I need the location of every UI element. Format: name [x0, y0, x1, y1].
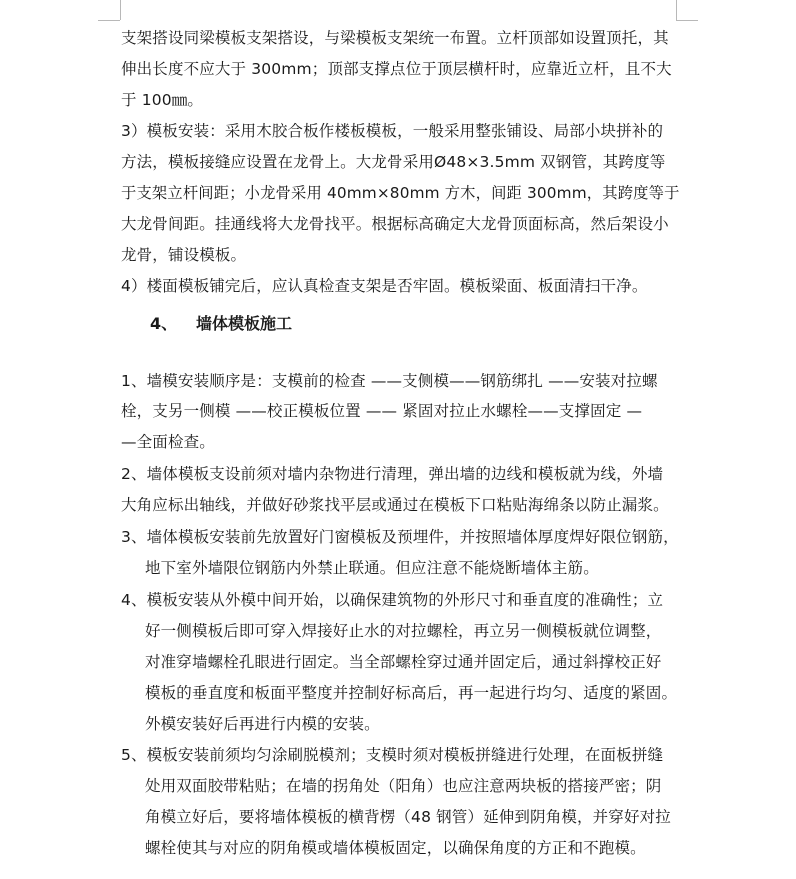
- paragraph-line: 4）楼面模板铺完后，应认真检查支架是否牢固。模板梁面、板面清扫干净。: [121, 277, 648, 295]
- paragraph-line: 方法，模板接缝应设置在龙骨上。大龙骨采用Ø48×3.5mm 双钢管，其跨度等: [121, 153, 666, 171]
- paragraph-line: 1、墙模安装顺序是：支模前的检查 ——支侧模——钢筋绑扎 ——安装对拉螺: [121, 372, 658, 390]
- page-corner-mark-top-left: [120, 0, 121, 20]
- paragraph-line: —全面检查。: [121, 433, 215, 451]
- paragraph-line: 大角应标出轴线，并做好砂浆找平层或通过在模板下口粘贴海绵条以防止漏浆。: [121, 496, 669, 514]
- paragraph-line: 3、墙体模板安装前先放置好门窗模板及预埋件，并按照墙体厚度焊好限位钢筋，: [121, 528, 679, 546]
- page-corner-mark-top-right-horizontal: [676, 20, 698, 21]
- paragraph-line: 好一侧模板后即可穿入焊接好止水的对拉螺栓，再立另一侧模板就位调整，: [145, 622, 662, 640]
- paragraph-line: 外模安装好后再进行内模的安装。: [145, 715, 380, 733]
- paragraph-line: 伸出长度不应大于 300mm；顶部支撑点位于顶层横杆时，应靠近立杆，且不大: [121, 60, 672, 78]
- paragraph-line: 角模立好后，要将墙体模板的横背楞（48 钢管）延伸到阴角模，并穿好对拉: [145, 808, 671, 826]
- paragraph-line: 对准穿墙螺栓孔眼进行固定。当全部螺栓穿过通并固定后，通过斜撑校正好: [145, 653, 662, 671]
- paragraph-line: 2、墙体模板支设前须对墙内杂物进行清理，弹出墙的边线和模板就为线，外墙: [121, 465, 664, 483]
- paragraph-line: 4、模板安装从外模中间开始，以确保建筑物的外形尺寸和垂直度的准确性；立: [121, 591, 664, 609]
- paragraph-line: 支架搭设同梁模板支架搭设，与梁模板支架统一布置。立杆顶部如设置顶托，其: [121, 29, 669, 47]
- paragraph-line: 3）模板安装：采用木胶合板作楼板模板，一般采用整张铺设、局部小块拼补的: [121, 122, 664, 140]
- section-heading-title: 墙体模板施工: [196, 314, 293, 333]
- paragraph-line: 于 100㎜。: [121, 91, 204, 109]
- paragraph-line: 5、模板安装前须均匀涂刷脱模剂；支模时须对模板拼缝进行处理，在面板拼缝: [121, 746, 664, 764]
- page-corner-mark-top-right: [676, 0, 677, 20]
- section-heading-number: 4、: [150, 314, 178, 333]
- section-heading: [150, 313, 292, 335]
- paragraph-line: 栓，支另一侧模 ——校正模板位置 —— 紧固对拉止水螺栓——支撑固定 —: [121, 402, 643, 420]
- page-corner-mark-top-left-horizontal: [98, 20, 120, 21]
- paragraph-line: 螺栓使其与对应的阴角模或墙体模板固定，以确保角度的方正和不跑模。: [145, 839, 646, 857]
- paragraph-line: 大龙骨间距。挂通线将大龙骨找平。根据标高确定大龙骨顶面标高，然后架设小: [121, 215, 669, 233]
- paragraph-line: 龙骨，铺设模板。: [121, 246, 247, 264]
- paragraph-line: 地下室外墙限位钢筋内外禁止联通。但应注意不能烧断墙体主筋。: [145, 559, 599, 577]
- paragraph-line: 模板的垂直度和板面平整度并控制好标高后，再一起进行均匀、适度的紧固。: [145, 684, 678, 702]
- paragraph-line: 于支架立杆间距；小龙骨采用 40mm×80mm 方木，间距 300mm，其跨度等于: [121, 184, 680, 202]
- paragraph-line: 处用双面胶带粘贴；在墙的拐角处（阳角）也应注意两块板的搭接严密；阴: [145, 777, 662, 795]
